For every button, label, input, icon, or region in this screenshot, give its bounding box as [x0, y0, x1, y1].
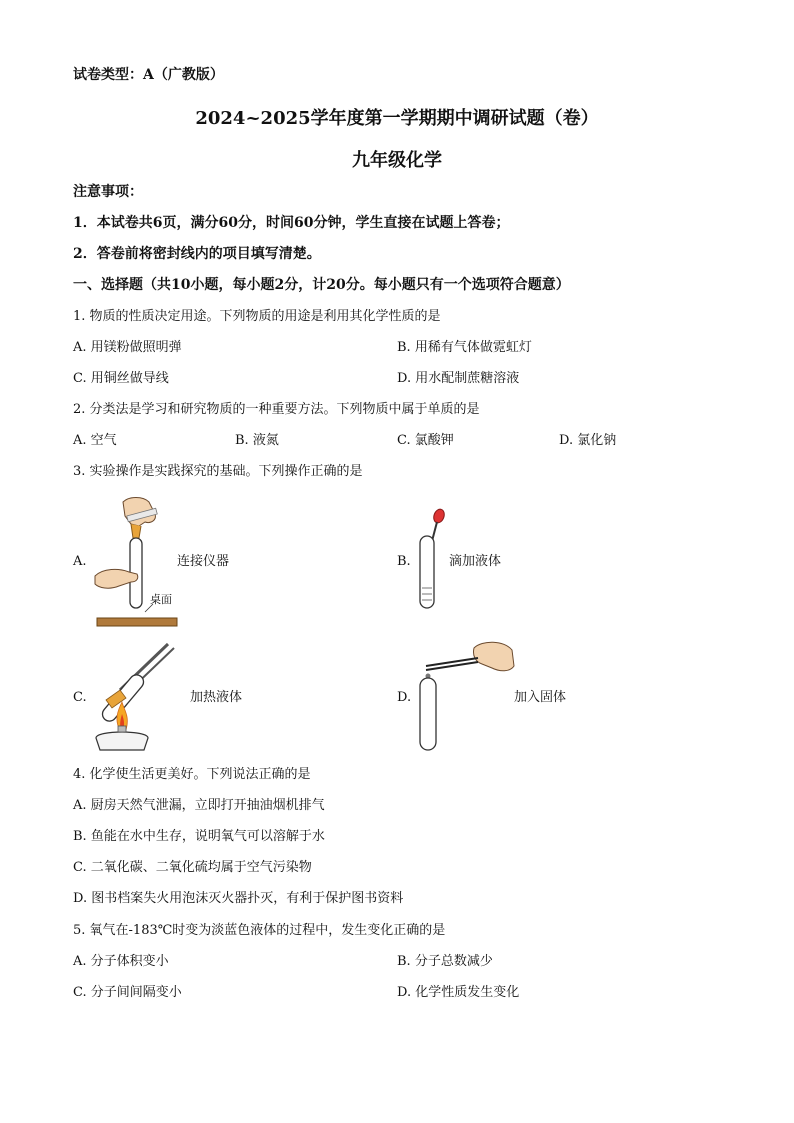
exam-subtitle: 九年级化学: [352, 150, 442, 171]
option-c: C. 用铜丝做导线: [73, 371, 169, 386]
option-a: A. 厨房天然气泄漏，立即打开抽油烟机排气: [73, 798, 325, 813]
paper-type: 试卷类型：A（广教版）: [73, 67, 224, 83]
figure-add-solid: [416, 640, 516, 754]
option-b-caption: 滴加液体: [449, 554, 502, 569]
option-a: A. 空气: [73, 433, 117, 448]
option-c-letter: C.: [73, 690, 87, 705]
option-a-letter: A.: [73, 554, 87, 569]
option-c-caption: 加热液体: [190, 690, 243, 705]
question-stem: 3. 实验操作是实践探究的基础。下列操作正确的是: [73, 464, 363, 479]
notice-item: 1．本试卷共6页，满分60分，时间60分钟，学生直接在试题上答卷；: [73, 215, 510, 231]
question-stem: 4. 化学使生活更美好。下列说法正确的是: [73, 767, 311, 782]
question-stem: 5. 氧气在-183℃时变为淡蓝色液体的过程中，发生变化正确的是: [73, 923, 446, 938]
section-heading: 一、选择题（共10小题，每小题2分，计20分。每小题只有一个选项符合题意）: [73, 277, 570, 293]
option-b: B. 液氮: [235, 433, 279, 448]
option-d: D. 图书档案失火用泡沫灭火器扑灭，有利于保护图书资料: [73, 891, 404, 906]
option-d-letter: D.: [397, 690, 412, 705]
option-c: C. 氯酸钾: [397, 433, 454, 448]
option-b: B. 分子总数减少: [397, 954, 493, 969]
notice-item: 2．答卷前将密封线内的项目填写清楚。: [73, 246, 321, 262]
option-c: C. 二氧化碳、二氧化硫均属于空气污染物: [73, 860, 312, 875]
option-b: B. 鱼能在水中生存，说明氧气可以溶解于水: [73, 829, 325, 844]
option-a: A. 分子体积变小: [73, 954, 169, 969]
figure-heat-liquid: [90, 640, 190, 752]
exam-title: 2024~2025学年度第一学期期中调研试题（卷）: [195, 108, 599, 129]
notice-heading: 注意事项：: [73, 184, 143, 200]
option-d: D. 用水配制蔗糖溶液: [397, 371, 520, 386]
figure-connect-apparatus: [93, 494, 183, 634]
option-d: D. 化学性质发生变化: [397, 985, 520, 1000]
option-b: B. 用稀有气体做霓虹灯: [397, 340, 532, 355]
figure-drop-liquid: [414, 508, 454, 612]
option-d: D. 氯化钠: [559, 433, 617, 448]
option-b-letter: B.: [397, 554, 411, 569]
option-a-caption: 连接仪器: [177, 554, 230, 569]
question-stem: 1. 物质的性质决定用途。下列物质的用途是利用其化学性质的是: [73, 309, 441, 324]
question-stem: 2. 分类法是学习和研究物质的一种重要方法。下列物质中属于单质的是: [73, 402, 480, 417]
option-d-caption: 加入固体: [514, 690, 567, 705]
figure-label-desk: 桌面: [150, 593, 172, 606]
option-a: A. 用镁粉做照明弹: [73, 340, 182, 355]
option-c: C. 分子间间隔变小: [73, 985, 182, 1000]
